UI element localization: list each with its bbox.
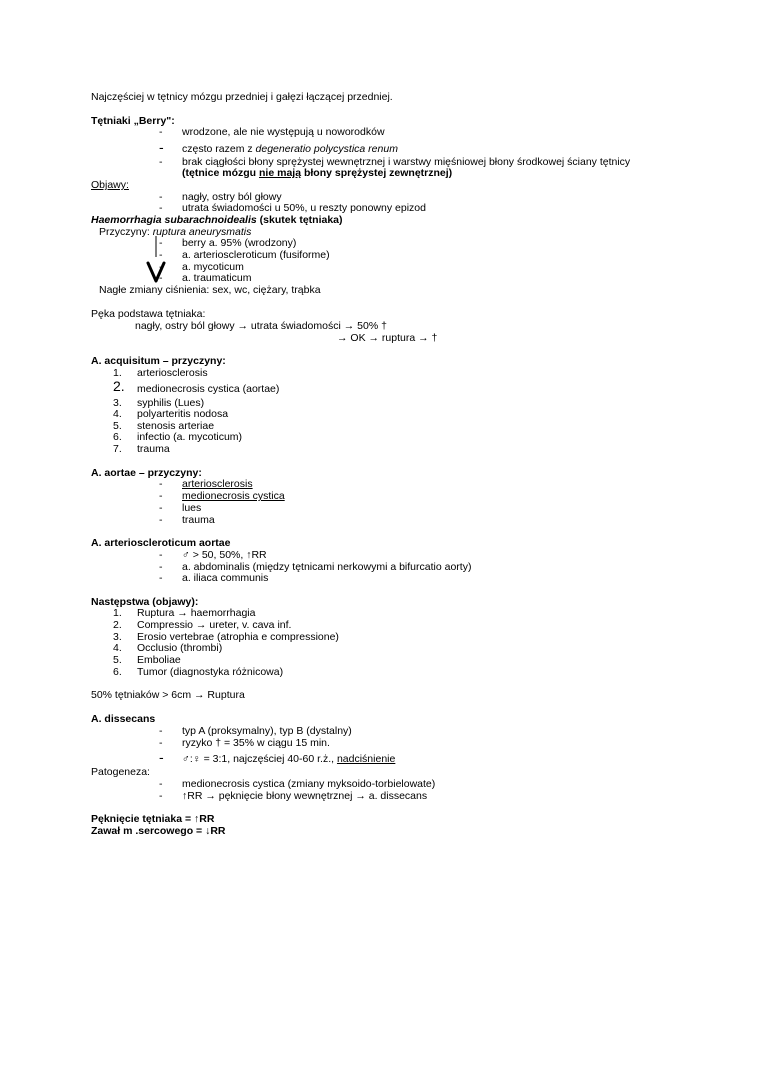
- list-number: 5.: [113, 420, 122, 432]
- bullet: -: [159, 249, 163, 261]
- fifty-percent-text: 50% tętniaków > 6cm → Ruptura: [91, 689, 245, 701]
- bullet: -: [159, 790, 163, 802]
- list-item: ryzyko † = 35% w ciągu 15 min.: [182, 737, 330, 749]
- list-number: 1.: [113, 367, 122, 379]
- list-item-text: często razem z: [182, 143, 256, 155]
- pressure-text: Nagłe zmiany ciśnienia: sex, wc, ciężary, trąbka: [99, 284, 321, 296]
- list-item: syphilis (Lues): [137, 397, 205, 409]
- list-item: a. iliaca communis: [182, 572, 269, 584]
- list-number: 3.: [113, 397, 122, 409]
- list-item: utrata świadomości u 50%, u reszty ponowny epizod: [182, 202, 426, 214]
- bullet: -: [159, 490, 163, 502]
- list-item: medionecrosis cystica: [182, 490, 285, 502]
- berry-note: [182, 167, 452, 179]
- list-item: ♂ > 50, 50%, ↑RR: [182, 549, 267, 561]
- basilar-line: nagły, ostry ból głowy → utrata świadomości → 50% †: [135, 320, 387, 332]
- patogeneza-label: Patogeneza:: [91, 766, 150, 778]
- list-item: Emboliae: [137, 654, 181, 666]
- list-item: a. traumaticum: [182, 272, 252, 284]
- list-item: typ A (proksymalny), typ B (dystalny): [182, 725, 352, 737]
- acquisitum-heading: A. acquisitum – przyczyny:: [91, 355, 226, 367]
- list-item: a. abdominalis (między tętnicami nerkowymi a bifurcatio aorty): [182, 561, 472, 573]
- list-item: Tumor (diagnostyka różnicowa): [137, 666, 284, 678]
- bullet: -: [159, 514, 163, 526]
- hsa-title-rest: (skutek tętniaka): [256, 214, 343, 226]
- arrow-down-icon: [140, 233, 170, 285]
- hsa-heading: [91, 214, 343, 226]
- list-item: Erosio vertebrae (atrophia e compressione): [137, 631, 339, 643]
- objawy-label: Objawy:: [91, 179, 129, 191]
- bullet: -: [159, 749, 164, 765]
- list-number: 4.: [113, 408, 122, 420]
- list-number: 4.: [113, 642, 122, 654]
- list-item: ↑RR → pęknięcie błony wewnętrznej → a. dissecans: [182, 790, 428, 802]
- bullet: -: [159, 272, 163, 284]
- bullet: -: [159, 191, 163, 203]
- arterio-heading: A. arterioscleroticum aortae: [91, 537, 231, 549]
- list-item: stenosis arteriae: [137, 420, 215, 432]
- list-item: arteriosclerosis: [182, 478, 253, 490]
- list-number: 7.: [113, 443, 122, 455]
- note-part: błony sprężystej zewnętrznej): [301, 167, 453, 179]
- basilar-line: → OK → ruptura → †: [337, 332, 438, 344]
- intro-text: Najczęściej w tętnicy mózgu przedniej i gałęzi łączącej przedniej.: [91, 91, 393, 103]
- bullet: -: [159, 156, 163, 168]
- list-item: lues: [182, 502, 202, 514]
- list-item: Ruptura → haemorrhagia: [137, 607, 256, 619]
- list-item: nagły, ostry ból głowy: [182, 191, 282, 203]
- list-item: berry a. 95% (wrodzony): [182, 237, 297, 249]
- list-item: polyarteritis nodosa: [137, 408, 229, 420]
- hsa-title-italic: Haemorrhagia subarachnoidealis: [91, 214, 257, 226]
- bullet: -: [159, 126, 163, 138]
- list-item: infectio (a. mycoticum): [137, 431, 243, 443]
- berry-heading: Tętniaki „Berry":: [91, 115, 175, 127]
- footer-line: Pęknięcie tętniaka = ↑RR: [91, 813, 215, 825]
- aortae-heading: A. aortae – przyczyny:: [91, 467, 202, 479]
- bullet: -: [159, 502, 163, 514]
- note-part: (tętnice mózgu: [182, 167, 260, 179]
- bullet: -: [159, 737, 163, 749]
- list-number: 5.: [113, 654, 122, 666]
- bullet: -: [159, 139, 164, 155]
- sex-ratio-underlined: nadciśnienie: [336, 753, 396, 765]
- causes-label: Przyczyny:: [99, 226, 153, 238]
- causes-italic: ruptura aneurysmatis: [152, 226, 252, 238]
- list-item: a. arterioscleroticum (fusiforme): [182, 249, 330, 261]
- list-item: Compressio → ureter, v. cava inf.: [137, 619, 292, 631]
- basilar-label: Pęka podstawa tętniaka:: [91, 308, 206, 320]
- sex-ratio-text: ♂:♀ = 3:1, najczęściej 40-60 r.ż.,: [182, 753, 337, 765]
- list-item: [182, 143, 398, 155]
- list-number: 6.: [113, 666, 122, 678]
- nastepstwa-heading: Następstwa (objawy):: [91, 596, 199, 608]
- bullet: -: [159, 478, 163, 490]
- list-item: wrodzone, ale nie występują u noworodków: [182, 126, 385, 138]
- list-item-italic: degeneratio polycystica renum: [255, 143, 398, 155]
- bullet: -: [159, 261, 163, 273]
- bullet: -: [159, 725, 163, 737]
- bullet: -: [159, 237, 163, 249]
- list-item: medionecrosis cystica (aortae): [137, 383, 280, 395]
- list-item: trauma: [137, 443, 170, 455]
- footer-line: Zawał m .sercowego = ↓RR: [91, 825, 226, 837]
- list-item: a. mycoticum: [182, 261, 244, 273]
- list-number: 6.: [113, 431, 122, 443]
- note-underlined: nie mają: [259, 167, 302, 179]
- bullet: -: [159, 561, 163, 573]
- list-number: 3.: [113, 631, 122, 643]
- list-number: 2.: [113, 619, 122, 631]
- list-number: 2.: [113, 378, 125, 394]
- list-item: trauma: [182, 514, 215, 526]
- bullet: -: [159, 202, 163, 214]
- list-item: [182, 753, 395, 765]
- list-item: arteriosclerosis: [137, 367, 208, 379]
- list-item: Occlusio (thrombi): [137, 642, 223, 654]
- dissecans-heading: A. dissecans: [91, 713, 156, 725]
- bullet: -: [159, 572, 163, 584]
- list-number: 1.: [113, 607, 122, 619]
- bullet: -: [159, 549, 163, 561]
- bullet: -: [159, 778, 163, 790]
- list-item: brak ciągłości błony sprężystej wewnętrznej i warstwy mięśniowej błony środkowej ściany tętnicy: [182, 156, 631, 168]
- list-item: medionecrosis cystica (zmiany myksoido-torbielowate): [182, 778, 436, 790]
